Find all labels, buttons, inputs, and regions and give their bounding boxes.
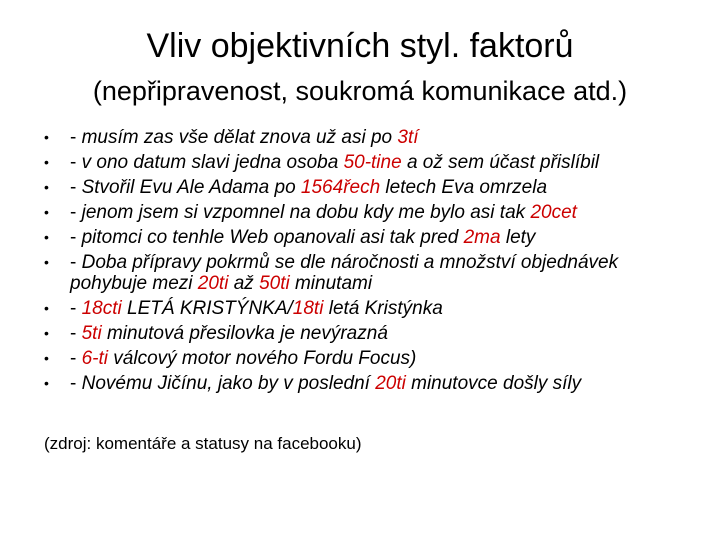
highlighted-number: 20ti	[197, 273, 229, 294]
bullet-text: Novému Jičínu, jako by v poslední	[81, 373, 376, 394]
bullet-text: Stvořil Evu Ale Adama po	[81, 177, 301, 198]
bullet-dot: •	[44, 325, 49, 341]
bullet-text: LETÁ KRISTÝNKA/	[121, 298, 293, 319]
bullet-item	[44, 127, 684, 148]
bullet-item	[44, 298, 684, 319]
bullet-prefix: -	[70, 127, 82, 148]
bullet-item	[44, 177, 684, 198]
bullet-prefix: -	[70, 177, 82, 198]
bullet-prefix: -	[70, 348, 82, 369]
slide-subtitle: (nepřipravenost, soukromá komunikace atd.)	[92, 76, 628, 106]
bullet-list	[44, 127, 684, 398]
bullet-dot: •	[44, 154, 49, 170]
bullet-text: lety	[500, 227, 536, 248]
bullet-text: pitomci co tenhle Web opanovali asi tak pred	[81, 227, 464, 248]
bullet-dot: •	[44, 204, 49, 220]
bullet-prefix: -	[70, 298, 82, 319]
bullet-text: až	[228, 273, 260, 294]
bullet-text: Doba přípravy pokrmů se dle náročnosti a množství objednávek pohybuje mezi	[70, 252, 619, 294]
bullet-dot: •	[44, 229, 49, 245]
bullet-item	[44, 323, 684, 344]
bullet-dot: •	[44, 179, 49, 195]
bullet-text: válcový motor nového Fordu Focus)	[108, 348, 417, 369]
bullet-text: minutovce došly síly	[405, 373, 582, 394]
bullet-text: v ono datum slavi jedna osoba	[81, 152, 344, 173]
bullet-item	[44, 373, 684, 394]
bullet-prefix: -	[70, 152, 82, 173]
highlighted-number: 50ti	[259, 273, 290, 294]
highlighted-number: 5ti	[81, 323, 102, 344]
bullet-prefix: -	[70, 252, 82, 273]
source-note: (zdroj: komentáře a statusy na facebooku)	[44, 434, 362, 453]
bullet-text: jenom jsem si vzpomnel na dobu kdy me bylo asi tak	[81, 202, 531, 223]
bullet-item	[44, 252, 684, 294]
bullet-dot: •	[44, 129, 49, 145]
bullet-text: minutová přesilovka je nevýrazná	[101, 323, 388, 344]
highlighted-number: 50-tine	[343, 152, 402, 173]
highlighted-number: 18ti	[292, 298, 324, 319]
bullet-item	[44, 227, 684, 248]
bullet-text: minutami	[289, 273, 373, 294]
highlighted-number: 3tí	[397, 127, 419, 148]
bullet-text: a ož sem účast přislíbil	[401, 152, 600, 173]
highlighted-number: 20ti	[375, 373, 406, 394]
bullet-text: musím zas vše dělat znova už asi po	[81, 127, 398, 148]
bullet-dot: •	[44, 375, 49, 391]
bullet-dot: •	[44, 350, 49, 366]
bullet-item	[44, 348, 684, 369]
bullet-text: letech Eva omrzela	[380, 177, 548, 198]
bullet-item	[44, 152, 684, 173]
bullet-prefix: -	[70, 373, 82, 394]
bullet-dot: •	[44, 300, 49, 316]
highlighted-number: 1564řech	[300, 177, 381, 198]
bullet-dot: •	[44, 254, 49, 270]
slide-title: Vliv objektivních styl. faktorů	[146, 27, 574, 65]
highlighted-number: 2ma	[463, 227, 501, 248]
bullet-prefix: -	[70, 227, 82, 248]
bullet-text: letá Kristýnka	[323, 298, 443, 319]
highlighted-number: 18cti	[81, 298, 122, 319]
highlighted-number: 20cet	[530, 202, 577, 223]
highlighted-number: 6-ti	[81, 348, 109, 369]
bullet-prefix: -	[70, 202, 82, 223]
bullet-item	[44, 202, 684, 223]
bullet-prefix: -	[70, 323, 82, 344]
